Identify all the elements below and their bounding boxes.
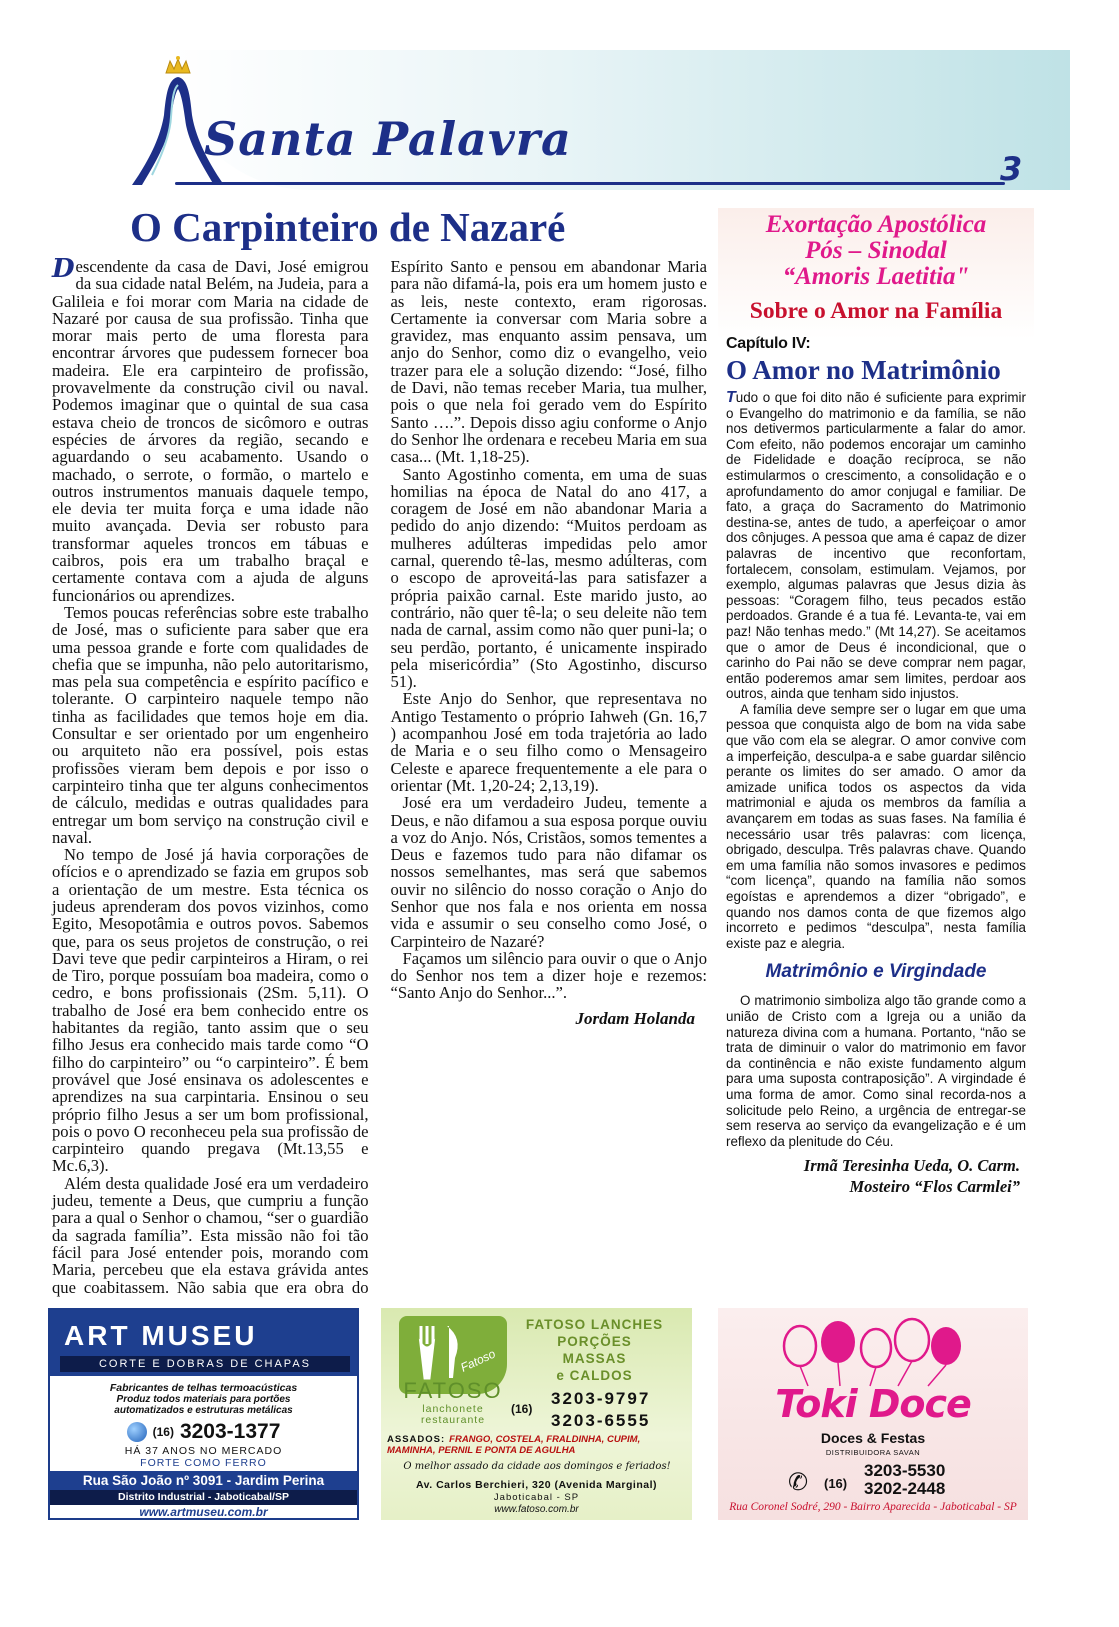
article-title: O Carpinteiro de Nazaré <box>130 204 566 250</box>
ad-brand-sub <box>403 1404 503 1426</box>
offer-line: MASSAS <box>562 1351 627 1366</box>
sidebar-paragraph: O matrimonio simboliza algo tão grande como a união de Cristo com a Igreja ou a união da natureza divina com a humana. Portanto, “não se trata de diminuir o valor do matrimonio em favor da continência e não existe fundamento algum para uma suposta contraposição”. A virgindade é uma forma de amor. Como sinal recorda-nos a solicitude pelo Reino, a urgência de entregar-se sem reserva ao serviço da evangelização e é um reflexo da plenitude do Céu. <box>726 993 1026 1149</box>
sidebar-title-line: Pós – Sinodal <box>805 237 947 264</box>
ad-text: Produz todos materiais para portões <box>116 1394 291 1405</box>
offer-line: FATOSO LANCHES <box>525 1317 664 1332</box>
paragraph-text: escendente da casa de Davi, José emigrou da sua cidade natal Belém, na Judeia, para a Galileia e foi morar com Maria na cidade de Nazaré por causa de sua profissão. Tinha que morar mais perto de uma floresta para encontrar árvores que pudessem fornecer boa madeira. Ele era carpinteiro de profissão, provavelmente da construção civil ou naval. Podemos imaginar que o quintal de sua casa estava cheio de troncos de sicômoro e outras espécies de árvores da região, secando e aguardando o seu acabamento. Usando o machado, o serrote, o formão, o martelo e outros instrumentos manuais daquele tempo, ele devia ter muita força e uma idade não muito avançada. Devia ser robusto para transformar aqueles troncos em tábuas e caibros, pois era um trabalho braçal e certamente contava com a ajuda de alguns funcionários ou aprendizes. <box>52 257 369 605</box>
article-paragraph: Temos poucas referências sobre este trabalho de José, mas o suficiente para saber que era uma pessoa grande e forte com qualidades de chefia que se impunha, não pelo autoritarismo, mas pela sua competência e espírito pacífico e tolerante. O carpinteiro naquele tempo não tinha as facilidades que temos hoje em dia. Consultar e ser orientado por um engenheiro ou arquiteto não era possível, pois estas profissões vieram bem depois e por isso o carpinteiro tinha que ter alguns conhecimentos de cálculo, medidas e outras qualidades para entregar um bom serviço na construção civil e naval. <box>52 602 369 847</box>
ad-area-code: (16) <box>824 1476 848 1491</box>
chapter-label: Capítulo IV: <box>726 335 811 352</box>
ad-address: Av. Carlos Berchieri, 320 (Avenida Marginal) <box>415 1479 658 1491</box>
sidebar-amoris-laetitia <box>718 208 1034 1303</box>
cutlery-icon <box>407 1322 499 1382</box>
ad-text: HÁ 37 ANOS NO MERCADO <box>124 1445 283 1457</box>
sidebar-paragraph: A família deve sempre ser o lugar em que uma pessoa que conquista algo de bom na vida sabe que vão com ela se alegrar. O amor convive com a imperfeição, desculpa-a e sabe guardar silêncio perante os limites do ser amado. O amor da amizade unifica todos os aspectos da vida matrimonial e ajuda os membros da família a avançarem em todas as suas fases. Na família é necessário usar três palavras: com licença, obrigado, desculpa. Três palavras chave. Quando em uma família não somos invasores e pedimos “com licença”, quando na família não somos egoístas e aprendemos a dizer “obrigado”, e quando nos damos conta de que fizemos algo incorreto e pedimos “desculpa”, nesta família existe paz e alegria. <box>726 701 1026 951</box>
ad-brand-name: Toki Doce <box>775 1382 971 1426</box>
ad-phone-row <box>50 1420 357 1444</box>
article-paragraph: Este Anjo do Senhor, que representava no Antigo Testamento o próprio Iahweh (Gn. 16,7 ) acompanhou José em toda trajetória ao lado de Maria e o seu filho como o Mensageiro Celeste e aparece frequentemente a ele para o orientar (Mt. 1,20-24; 2,13,19). <box>390 689 707 795</box>
ad-district: Distrito Industrial - Jaboticabal/SP <box>50 1490 357 1505</box>
sidebar-subtitle: Sobre o Amor na Família <box>749 298 1003 324</box>
article-paragraph: Santo Agostinho comenta, em uma de suas homilias na época de Natal do ano 417, a coragem de José em não abandonar Maria a pedido do anjo dizendo: “Muitos perdoam as mulheres adúlteras impedidas pelo amor carnal, querendo tê-las, mesmo adúlteras, com o escopo de aproveitá-las para satisfazer a própria paixão carnal. Este marido justo, ao contrário, não quer tê-la; o seu deleite não tem nada de carnal, assim como não quer puni-la; o seu perdão, portanto, é unicamente inspirado pela misericórdia” (Sto Agostinho, discurso 51). <box>390 464 707 692</box>
sidebar-title-line: Exortação Apostólica <box>765 211 987 238</box>
signature-line: Mosteiro “Flos Carmlei” <box>849 1177 1020 1197</box>
article-paragraph: No tempo de José já havia corporações de ofícios e o aprendizado se fazia em grupos sob a orientação de um mestre. Esta técnica os judeus aprenderam dos povos vizinhos, como Egito, Mesopotâmia e outros povos. Sabemos que, para os seus projetos de construção, o rei Davi teve que pedir carpinteiros a Hiram, o rei de Tiro, porque possuíam boa madeira, como o cedro, e bons profissionais (2Sm. 5,11). O trabalho de José era bem conhecido entre os habitantes da região, tanto assim que o seu filho Jesus era conhecido mais tarde como “O filho do carpinteiro” ou “o carpinteiro”. É bem provável que José ensinava os adolescentes e aprendizes na sua carpintaria. Ensinou o seu próprio filho Jesus a ser um bom profissional, pois o povo O reconheceu pela sua profissão de carpinteiro quando pregava (Mt.13,55 e Mc.6,3). <box>52 845 369 1176</box>
article-paragraph: José era um verdadeiro Judeu, temente a Deus, e não difamou a sua esposa porque ouviu a voz do Anjo. Nós, Cristãos, somos tementes a Deus e fazemos tudo para não difamar os nossos semelhantes, mas será que sabemos ouvir no silêncio do nosso coração o Anjo do Senhor que nos fala e nos orienta em nossa vida e assumir o seu conselho como José, o Carpinteiro de Nazaré? <box>390 793 707 951</box>
section-body <box>726 993 1026 1149</box>
offer-line: e CALDOS <box>556 1368 633 1383</box>
ad-brand-name: FATOSO <box>403 1378 503 1403</box>
page-number: 3 <box>1000 150 1023 188</box>
ad-phone: 3203-5530 <box>864 1461 946 1480</box>
ad-fatoso[interactable] <box>381 1308 692 1520</box>
ad-tagline: CORTE E DOBRAS DE CHAPAS <box>60 1356 350 1372</box>
article-paragraph <box>52 254 369 605</box>
paragraph-text: udo o que foi dito não é suficiente para exprimir o Evangelho do matrimonio e da família, se não nos detivermos particularmente a falar do amor. Com efeito, não podemos encorajar um caminho de Fidelidade e doação recíproca, se não estimularmos o crescimento, a consolidação e o aprofundamento do amor conjugal e familiar. De fato, a graça do Sacramento do Matrimonio destina-se, antes de tudo, a aperfeiçoar o amor dos cônjuges. A pessoa que ama é capaz de dizer palavras de incentivo que reconfortam, fortalecem, consolam, estimulam. Vejamos, por exemplo, algumas palavras que Jesus dizia às pessoas: “Coragem filho, teus pecados estão perdoados. Grande é a tua fé. Levanta-te, vai em paz! Não tenhas medo.” (Mt 14,27). Se aceitamos que o amor de Deus é incondicional, que o carinho do Pai não se deve comprar nem pagar, então poderemos amar sem limites, perdoar aos outros, ainda que tenham sido injustos. <box>726 390 1026 702</box>
sidebar-title-line: “Amoris Laetitia" <box>782 263 970 290</box>
ad-subtitle: Doces & Festas <box>820 1430 926 1446</box>
masthead-title: Santa Palavra <box>204 112 572 166</box>
ad-city: Jaboticabal - SP <box>493 1492 580 1503</box>
signature-line: Irmã Teresinha Ueda, O. Carm. <box>803 1156 1020 1176</box>
ad-distributor: DISTRIBUIDORA SAVAN <box>825 1448 921 1457</box>
article-paragraph: Além desta qualidade José era um verdadeiro judeu, temente a Deus, que cumpriu a função para a qual o Senhor o chamou, “ser o guardião da sagrada família”. Esta missão não foi tão fácil para José entender pois, morando com Maria, percebeu que ela estava grávida antes que coabitassem. Não sabia que era obra do Espírito Santo e pensou em abandonar Maria para não difamá-la, pois era um homem justo e as leis, neste contexto, eram rigorosas. Certamente ia conversar com Maria sobre a gravidez, mas enquanto assim pensava, um anjo do Senhor, como diz o evangelho, veio trazer para ele a solução dizendo: “José, filho de Davi, não temas receber Maria, tua mulher, pois o que nela foi gerado vem do Espírito Santo ….”. Depois disso agiu conforme o Anjo do Senhor lhe ordenara e recebeu Maria em sua casa... (Mt. 1,18-25). <box>52 257 707 1297</box>
offer-line: PORÇÕES <box>557 1334 632 1349</box>
ad-art-museu[interactable] <box>48 1308 359 1520</box>
phone-icon: ✆ <box>788 1469 809 1496</box>
ad-phones <box>864 1462 945 1498</box>
ad-area-code: (16) <box>152 1425 174 1439</box>
ad-phone: 3203-6555 <box>551 1411 651 1430</box>
globe-icon <box>127 1422 147 1442</box>
ad-area-code: (16) <box>511 1402 533 1416</box>
sidebar-body <box>726 390 1026 951</box>
article-paragraph: Façamos um silêncio para ouvir o que o Anjo do Senhor nos tem a dizer hoje e rezemos: “Santo Anjo do Senhor...”. <box>390 948 707 1003</box>
article-author: Jordam Holanda <box>575 1008 695 1028</box>
ad-address: Rua São João nº 3091 - Jardim Perina <box>50 1471 357 1490</box>
chapter-title: O Amor no Matrimônio <box>726 355 1001 385</box>
ad-phone: 3203-1377 <box>179 1420 281 1443</box>
ad-brand-name: ART MUSEU <box>64 1320 258 1351</box>
ad-offer <box>507 1316 682 1384</box>
ad-toki-doce[interactable] <box>718 1308 1028 1520</box>
ad-text: automatizados e estruturas metálicas <box>114 1405 293 1416</box>
article-body <box>52 254 707 1297</box>
fatoso-logo-word: Fatoso <box>458 1346 498 1375</box>
page-header <box>0 0 1119 200</box>
ad-address: Rua Coronel Sodré, 290 - Bairro Aparecida - Jaboticabal - SP <box>729 1501 1017 1513</box>
ad-text: FORTE COMO FERRO <box>140 1457 267 1469</box>
ad-website-link[interactable]: www.fatoso.com.br <box>494 1504 579 1515</box>
balloons-icon <box>778 1316 968 1388</box>
ad-slogan: O melhor assado da cidade aos domingos e feriados! <box>403 1461 671 1472</box>
sidebar-title <box>726 212 1026 290</box>
ad-phones <box>551 1388 650 1432</box>
brand-sub-line: restaurante <box>420 1414 486 1426</box>
dropcap: D <box>52 254 75 284</box>
ad-website-link[interactable]: www.artmuseu.com.br <box>139 1505 268 1519</box>
ad-banner <box>50 1310 357 1376</box>
ad-assados <box>387 1434 687 1456</box>
dropcap: T <box>726 389 736 406</box>
sidebar-paragraph <box>726 390 1026 702</box>
section-title: Matrimônio e Virgindade <box>765 961 987 983</box>
ad-phone: 3202-2448 <box>864 1479 946 1498</box>
assados-items: FRANGO, COSTELA, FRALDINHA, CUPIM, MAMINHA, PERNIL E PONTA DE AGULHA <box>387 1434 641 1456</box>
brand-sub-line: lanchonete <box>422 1403 484 1415</box>
ad-phone: 3203-9797 <box>551 1389 651 1408</box>
header-rule <box>175 182 1005 185</box>
sidebar-signature <box>726 1155 1026 1197</box>
ad-text: Fabricantes de telhas termoacústicas <box>109 1382 298 1394</box>
assados-label: ASSADOS: <box>387 1434 446 1445</box>
